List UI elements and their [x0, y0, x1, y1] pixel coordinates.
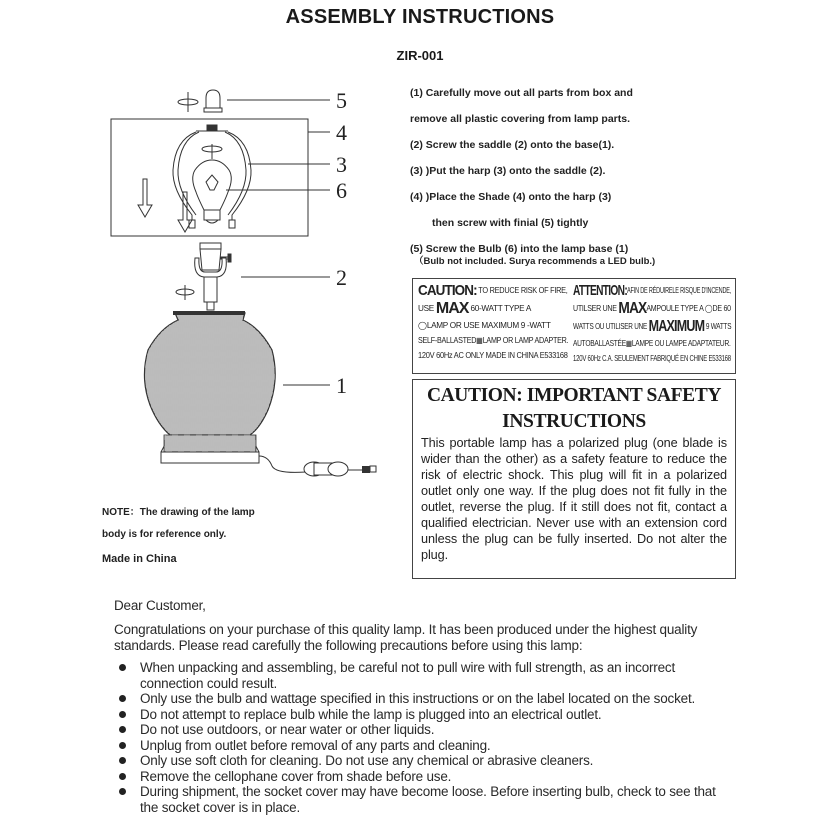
label-text: USE	[418, 304, 434, 313]
saddle-part	[176, 243, 231, 310]
bullet-icon	[119, 773, 126, 780]
label-text: LAMP OR LAMP ADAPTER.	[482, 336, 569, 345]
list-item	[114, 707, 734, 723]
label-text: UTILSER UNE	[573, 304, 617, 313]
list-item	[114, 784, 734, 815]
label-row	[573, 300, 731, 318]
list-item	[114, 660, 734, 691]
label-text: TO REDUCE RISK OF FIRE,	[478, 286, 568, 295]
list-item-text: Do not use outdoors, or near water or other liquids.	[140, 722, 435, 737]
callout-6: 6	[336, 178, 347, 203]
callout-5: 5	[336, 88, 347, 113]
label-row	[573, 336, 731, 351]
label-text: DE 60	[712, 304, 731, 313]
model-number: ZIR-001	[396, 48, 444, 63]
bullet-icon	[119, 757, 126, 764]
maximum-word: MAXIMUM	[648, 318, 705, 335]
list-item-text: Unplug from outlet before removal of any parts and cleaning.	[140, 737, 491, 753]
max-word: MAX	[618, 300, 647, 317]
callout-3: 3	[336, 152, 347, 177]
greeting: Dear Customer,	[114, 598, 206, 613]
list-item-text: During shipment, the socket cover may have become loose. Before inserting bulb, check to see that the socket cover is in place.	[140, 784, 716, 815]
bulb-icon: ◯	[418, 321, 427, 330]
bullet-icon	[119, 742, 126, 749]
label-french	[573, 282, 731, 366]
safety-heading: INSTRUCTIONS	[502, 411, 646, 432]
safety-heading: CAUTION: IMPORTANT SAFETY	[426, 385, 722, 406]
label-row	[418, 300, 568, 318]
label-row	[418, 282, 568, 300]
bullet-icon	[119, 726, 126, 733]
step-line: (4) )Place the Shade (4) onto the harp (3)	[410, 191, 612, 203]
lamp-assembly-diagram	[100, 80, 400, 480]
label-text: LAMPE OU LAMPE ADAPTATEUR.	[631, 339, 731, 348]
cfl-bulb-icon: ▦	[476, 336, 483, 345]
bullet-icon	[119, 695, 126, 702]
wattage-label	[412, 278, 736, 374]
label-text: AUTOBALLASTÉE	[573, 339, 626, 348]
label-row	[573, 318, 731, 336]
bullet-icon	[119, 711, 126, 718]
safety-instructions-box	[412, 379, 736, 579]
label-row	[418, 318, 568, 333]
label-english	[418, 282, 568, 363]
list-item	[114, 738, 734, 754]
list-item	[114, 769, 734, 785]
label-text: 60-WATT TYPE A	[470, 304, 532, 313]
bullet-icon	[119, 664, 126, 671]
assembly-steps	[410, 80, 655, 268]
made-in-china: Made in China	[102, 553, 177, 565]
bullet-icon	[119, 788, 126, 795]
attention-word: ATTENTION:	[573, 282, 628, 299]
page-title: ASSEMBLY INSTRUCTIONS	[285, 6, 555, 28]
label-text: WATTS OU UTILISER UNE	[573, 322, 648, 331]
bulb-note: （Bulb not included. Surya recommends a LED bulb.)	[414, 256, 656, 267]
note-line: NOTE：The drawing of the lamp	[102, 507, 255, 518]
step-line: (2) Screw the saddle (2) onto the base(1).	[410, 139, 615, 151]
label-text: LAMP OR USE MAXIMUM 9 -WATT	[426, 321, 551, 330]
note-line: body is for reference only.	[102, 529, 227, 540]
label-row	[573, 282, 731, 300]
safety-body: This portable lamp has a polarized plug (one blade is wider than the other) as a safety feature to reduce the risk of electric shock. This plug will fit in a polarized outlet only one way. If the plug does not fit fully in the outlet, reverse the plug. If it still does not fit, contact a qualified electrician. Never use with an extension cord unless the plug can be fully inserted. Do not alter the plug.	[421, 436, 727, 562]
label-row	[573, 351, 731, 366]
step-line: (5) Screw the Bulb (6) into the lamp base (1)	[410, 243, 629, 255]
label-text: AMPOULE TYPE A	[646, 304, 704, 313]
callout-1: 1	[336, 373, 347, 398]
label-text: 9 WATTS	[705, 322, 732, 331]
drawing-note	[102, 502, 255, 546]
max-word: MAX	[435, 300, 469, 317]
list-item	[114, 753, 734, 769]
label-text: AFIN DE RÉDUIRELE RISQUE D'INCENDE,	[627, 286, 732, 295]
callout-2: 2	[336, 265, 347, 290]
bulb-icon: ◯	[704, 304, 713, 313]
list-item	[114, 722, 734, 738]
label-text: 120V 60Hz C.A. SEULEMENT FABRIQUÉ EN CHINE E533168	[573, 354, 731, 363]
customer-letter	[114, 598, 734, 815]
cfl-bulb-icon: ▦	[625, 339, 632, 348]
step-line: remove all plastic covering from lamp parts.	[410, 113, 630, 125]
label-row	[418, 348, 568, 363]
step-line: (1) Carefully move out all parts from box and	[410, 87, 633, 99]
list-item-text: Only use the bulb and wattage specified in this instructions or on the label located on the socket.	[140, 691, 696, 706]
label-text: SELF-BALLASTED	[418, 336, 477, 345]
list-item-text: Do not attempt to replace bulb while the lamp is plugged into an electrical outlet.	[140, 706, 602, 722]
list-item-text: When unpacking and assembling, be careful not to pull wire with full strength, as an incorrect connection could result.	[140, 660, 675, 691]
list-item-text: Remove the cellophane cover from shade before use.	[140, 768, 452, 784]
step-line: then screw with finial (5) tightly	[432, 217, 589, 229]
label-text: 120V 60Hz AC ONLY MADE IN CHINA E533168	[418, 351, 568, 360]
intro-paragraph: Congratulations on your purchase of this quality lamp. It has been produced under the highest quality standards. Please read carefully the following precautions before using this lamp:	[114, 622, 698, 653]
step-line: (3) )Put the harp (3) onto the saddle (2).	[410, 165, 606, 177]
callout-4: 4	[336, 120, 347, 145]
list-item-text: Only use soft cloth for cleaning. Do not use any chemical or abrasive cleaners.	[140, 753, 594, 768]
caution-word: CAUTION:	[418, 282, 477, 299]
label-row	[418, 333, 568, 348]
list-item	[114, 691, 734, 707]
precautions-list	[114, 660, 734, 815]
finial-part	[178, 90, 222, 112]
